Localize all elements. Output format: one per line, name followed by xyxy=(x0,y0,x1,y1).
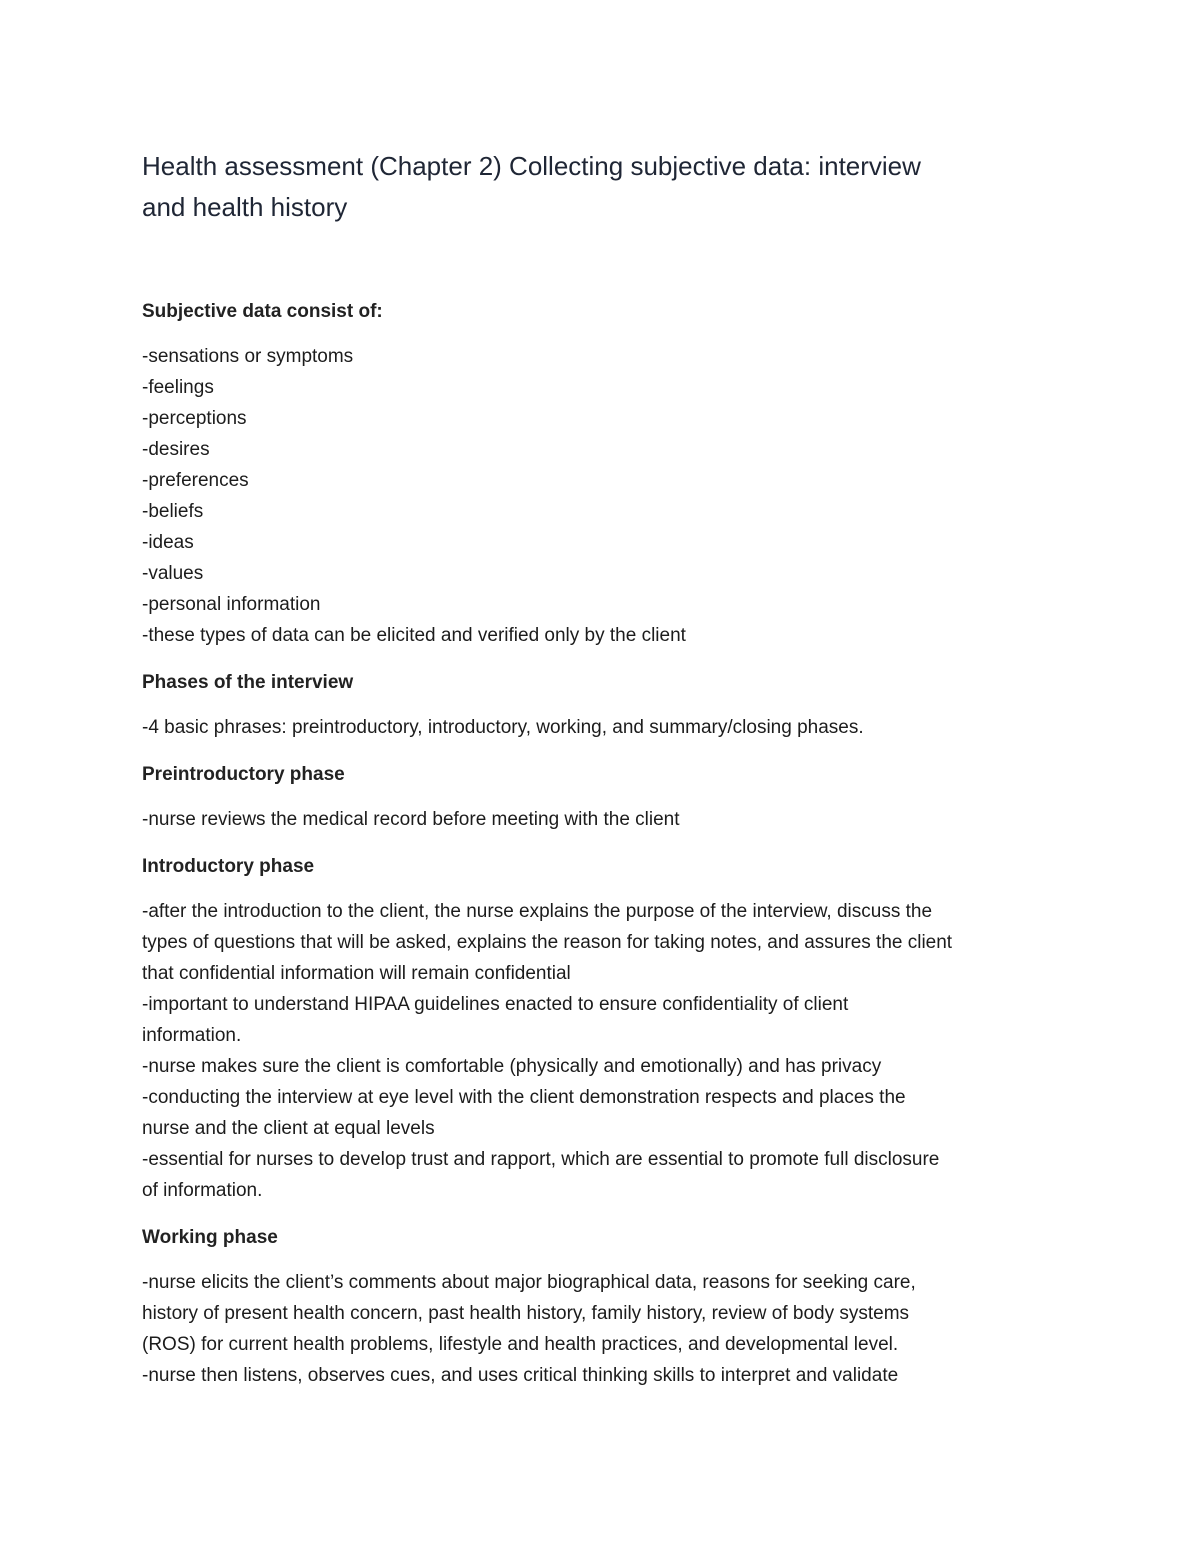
paragraph-line: (ROS) for current health problems, lifestyle and health practices, and developmental level. xyxy=(142,1334,899,1355)
paragraph-line: types of questions that will be asked, explains the reason for taking notes, and assures the client xyxy=(142,932,953,953)
list-item: -these types of data can be elicited and verified only by the client xyxy=(142,625,686,646)
section-heading: Preintroductory phase xyxy=(142,764,345,785)
list-item: -personal information xyxy=(142,594,321,615)
paragraph-line: -conducting the interview at eye level with the client demonstration respects and places the xyxy=(142,1087,906,1108)
list-item: -beliefs xyxy=(142,501,204,522)
section-working-phase xyxy=(142,1222,1072,1391)
section-body xyxy=(142,341,1072,651)
paragraph-line: that confidential information will remain confidential xyxy=(142,963,571,984)
section-preintroductory-phase xyxy=(142,759,1072,835)
list-item: -sensations or symptoms xyxy=(142,346,354,367)
list-item: -preferences xyxy=(142,470,249,491)
section-body xyxy=(142,896,1072,1206)
title-line: Health assessment (Chapter 2) Collecting subjective data: interview xyxy=(142,151,921,181)
paragraph-line: -nurse elicits the client’s comments about major biographical data, reasons for seeking care, xyxy=(142,1272,916,1293)
section-body xyxy=(142,804,1072,835)
paragraph-line: -4 basic phrases: preintroductory, introductory, working, and summary/closing phases. xyxy=(142,717,864,738)
paragraph-line: information. xyxy=(142,1025,242,1046)
section-heading: Phases of the interview xyxy=(142,672,354,693)
paragraph-line: -important to understand HIPAA guidelines enacted to ensure confidentiality of client xyxy=(142,994,849,1015)
paragraph-line: of information. xyxy=(142,1180,263,1201)
list-item: -perceptions xyxy=(142,408,247,429)
paragraph-line: -essential for nurses to develop trust and rapport, which are essential to promote full disclosure xyxy=(142,1149,940,1170)
paragraph-line: history of present health concern, past health history, family history, review of body systems xyxy=(142,1303,910,1324)
list-item: -desires xyxy=(142,439,210,460)
title-line: and health history xyxy=(142,192,348,222)
section-heading: Subjective data consist of: xyxy=(142,301,383,322)
paragraph-line: -nurse reviews the medical record before meeting with the client xyxy=(142,809,680,830)
section-heading: Working phase xyxy=(142,1227,278,1248)
section-body xyxy=(142,1267,1072,1391)
document-page xyxy=(142,146,1072,1407)
list-item: -values xyxy=(142,563,204,584)
section-phases-of-interview xyxy=(142,667,1072,743)
section-body xyxy=(142,712,1072,743)
document-title xyxy=(142,146,1072,228)
paragraph-line: -nurse makes sure the client is comfortable (physically and emotionally) and has privacy xyxy=(142,1056,882,1077)
paragraph-line: -nurse then listens, observes cues, and uses critical thinking skills to interpret and validate xyxy=(142,1365,899,1386)
list-item: -feelings xyxy=(142,377,214,398)
paragraph-line: nurse and the client at equal levels xyxy=(142,1118,435,1139)
list-item: -ideas xyxy=(142,532,194,553)
section-subjective-data xyxy=(142,296,1072,651)
section-introductory-phase xyxy=(142,851,1072,1206)
section-heading: Introductory phase xyxy=(142,856,315,877)
paragraph-line: -after the introduction to the client, the nurse explains the purpose of the interview, discuss the xyxy=(142,901,933,922)
